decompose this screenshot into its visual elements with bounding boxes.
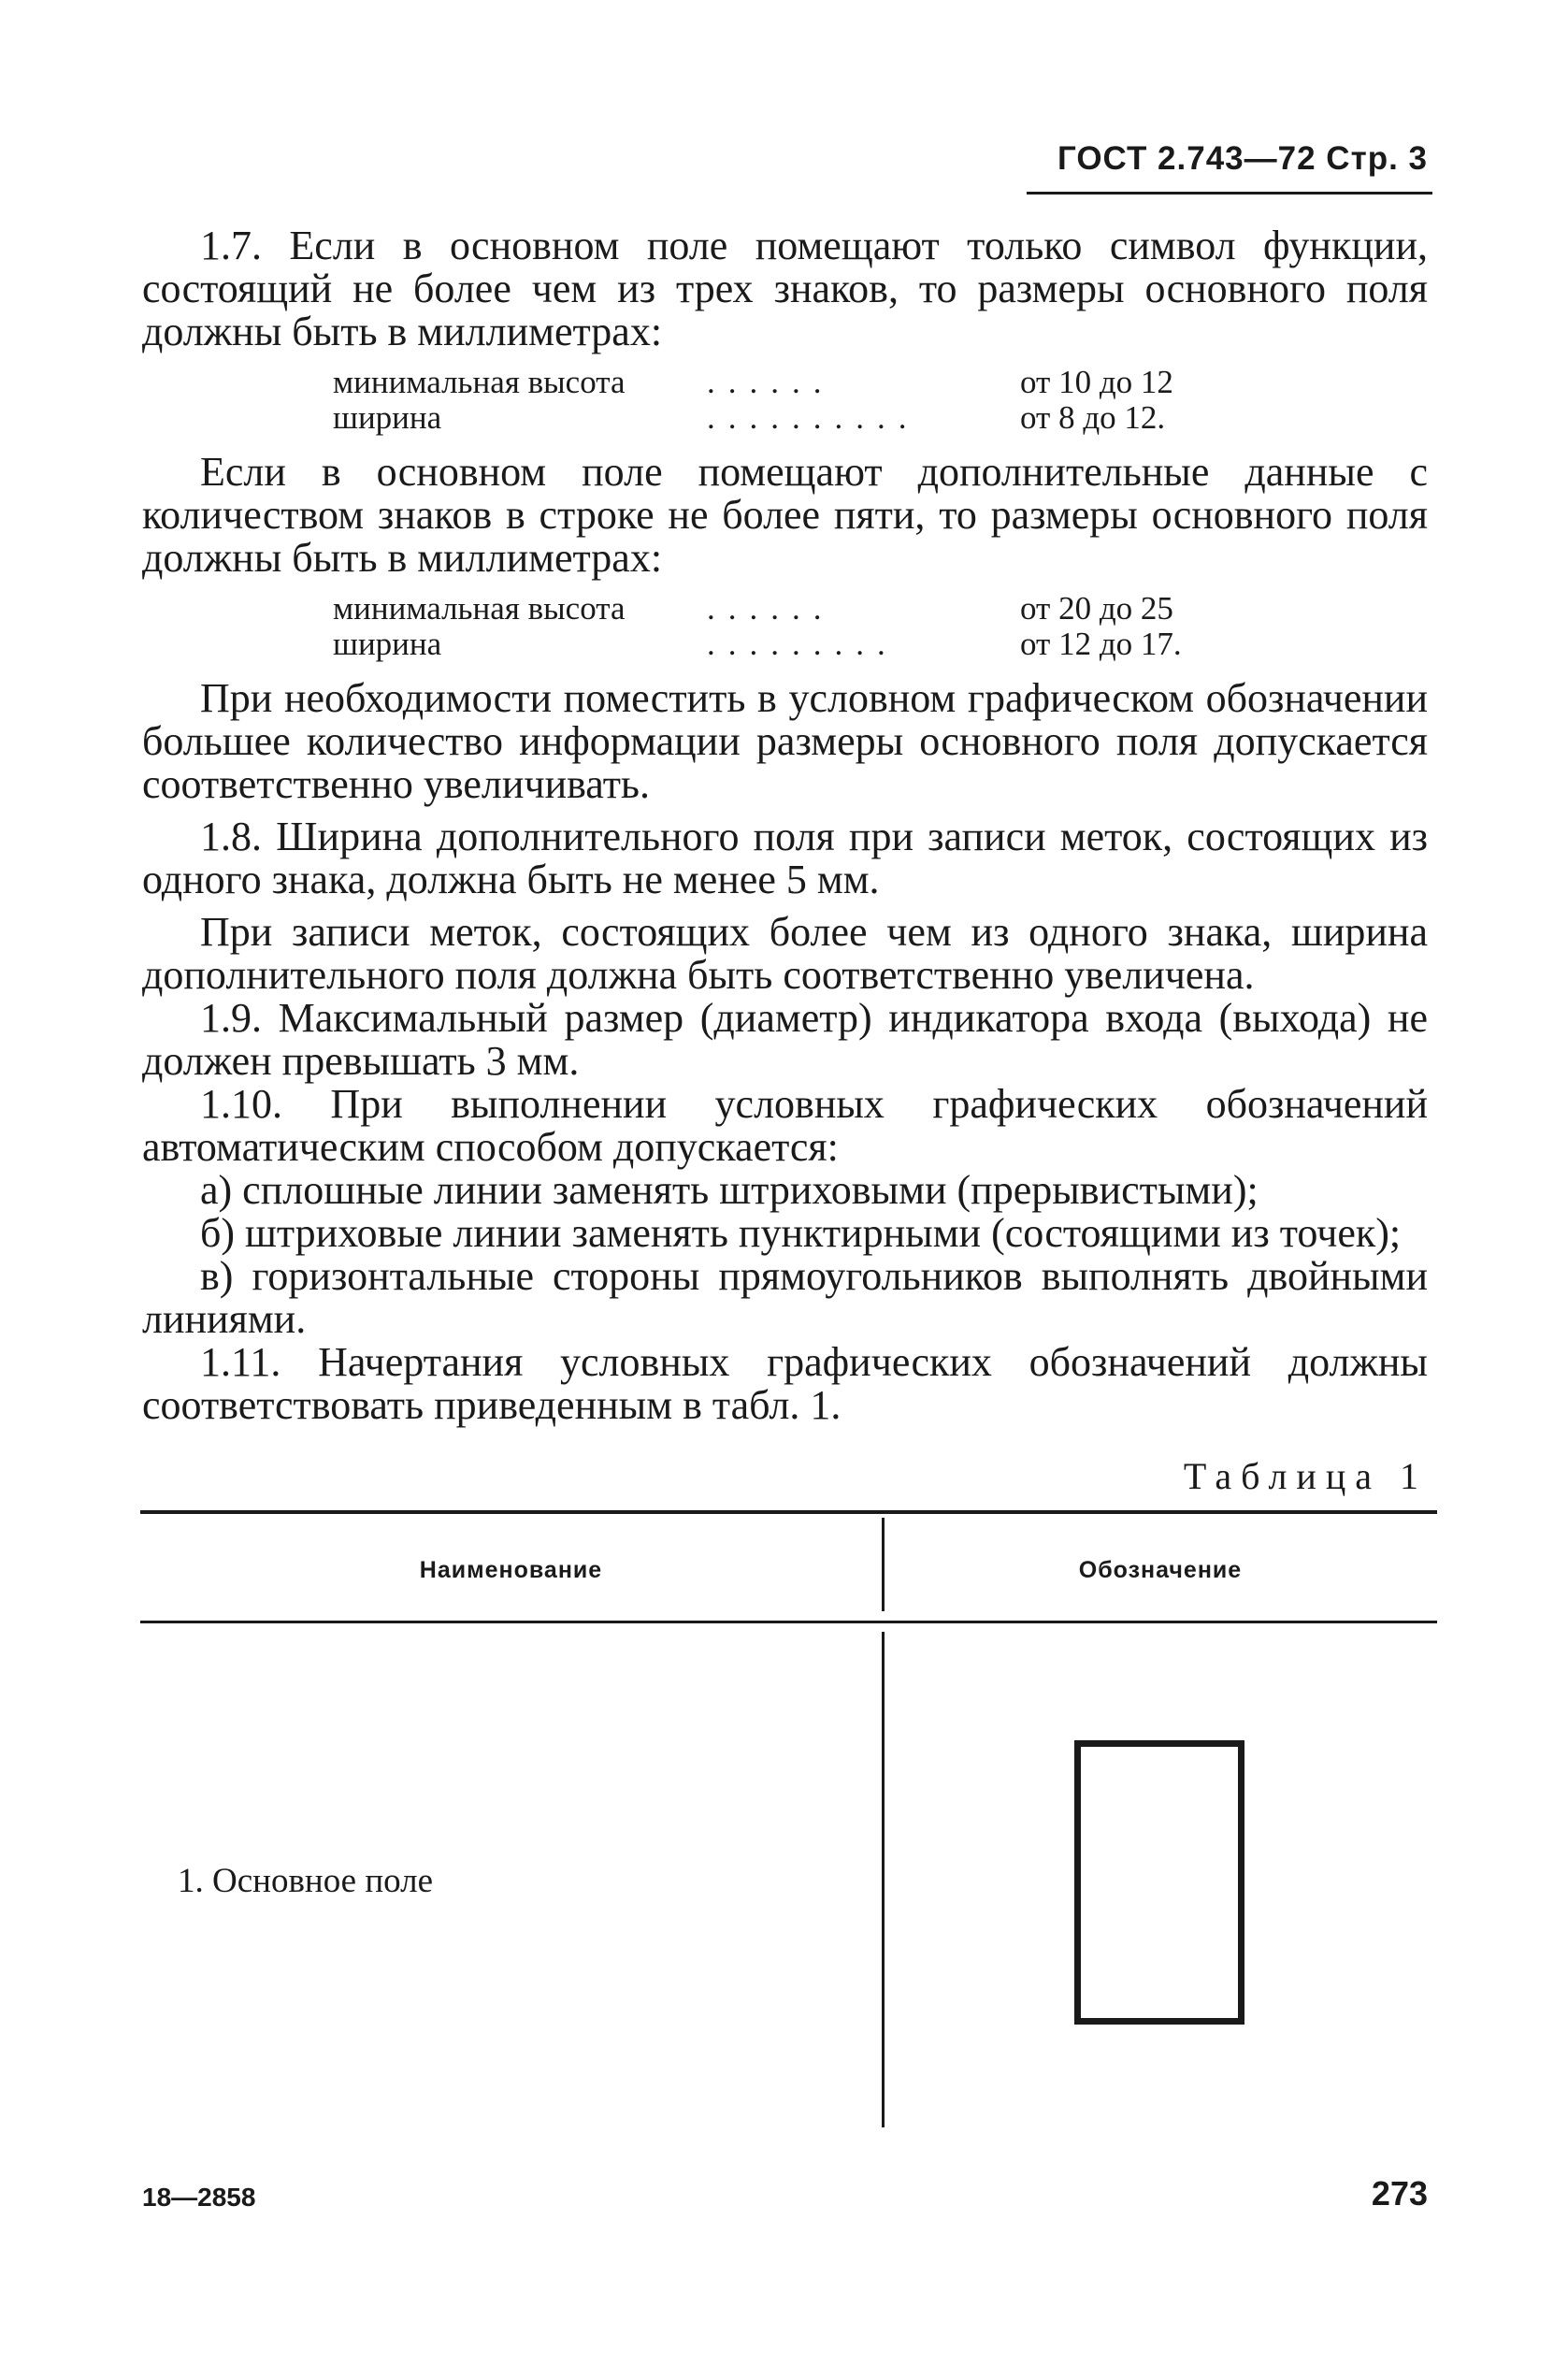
dimensions-list-1 [333,365,1428,436]
table-header-name: Наименование [419,1557,603,1583]
list-item-b: б) штриховые линии заменять пунктирными (состоящими из точек); [200,1210,1402,1256]
paragraph-1-11: 1.11. Начертания условных графических обозначений должны соответствовать приведенным в табл. 1. [142,1339,1428,1428]
dimension-label: минимальная высота [333,364,626,400]
dimension-dots: ...... [707,364,835,400]
dimensions-list-2 [333,591,1428,662]
dimension-dots: .......... [707,399,920,436]
dimension-value: от 8 до 12. [1020,399,1166,436]
paragraph-additional-data: Если в основном поле помещают дополнительные данные с количеством знаков в строке не более пяти, то размеры основного поля должны быть в миллиметрах: [142,449,1428,581]
dimension-value: от 12 до 17. [1020,626,1182,662]
list-item-a: а) сплошные линии заменять штриховыми (прерывистыми); [200,1167,1259,1213]
paragraph-1-7: 1.7. Если в основном поле помещают только символ функции, состоящий не более чем из трех знаков, то размеры основного поля должны быть в миллиметрах: [142,223,1428,354]
dimension-value: от 20 до 25 [1020,590,1173,627]
dimension-label: ширина [333,399,442,436]
table-caption: Таблица 1 [1183,1455,1428,1497]
table-top-rule [140,1510,1437,1514]
document-body [142,224,1428,1427]
dimension-dots: ......... [707,626,899,662]
table-header-symbol: Обозначение [1078,1557,1243,1583]
table-body-divider [882,1632,885,2127]
table-header-rule [140,1621,1437,1623]
dimension-value: от 10 до 12 [1020,364,1173,400]
table-row-name: 1. Основное поле [178,1862,434,1900]
paragraph-1-8: 1.8. Ширина дополнительного поля при записи меток, состоящих из одного знака, должна быть не менее 5 мм. [142,814,1428,902]
dimension-dots: ...... [707,590,835,627]
paragraph-1-10: 1.10. При выполнении условных графических обозначений автоматическим способом допускается: [142,1081,1428,1170]
page-header: ГОСТ 2.743—72 Стр. 3 [1057,140,1428,177]
paragraph-labels: При записи меток, состоящих более чем из одного знака, ширина дополнительного поля должна быть соответственно увеличена. [142,909,1428,998]
dimension-row [333,627,1428,662]
dimension-row [333,591,1428,627]
list-item-v: в) горизонтальные стороны прямоугольников выполнять двойными линиями. [142,1253,1428,1342]
dimension-label: минимальная высота [333,590,626,627]
dimension-label: ширина [333,626,442,662]
paragraph-1-9: 1.9. Максимальный размер (диаметр) индикатора входа (выхода) не должен превышать 3 мм. [142,995,1428,1084]
main-field-symbol [1074,1740,1244,2025]
header-rule [1027,192,1432,195]
paragraph-increase: При необходимости поместить в условном графическом обозначении большее количество информации размеры основного поля допускается соответственно увеличивать. [142,675,1428,807]
dimension-row [333,400,1428,436]
footer-print-code: 18—2858 [142,2183,256,2212]
page-number: 273 [1371,2174,1428,2213]
dimension-row [333,365,1428,400]
